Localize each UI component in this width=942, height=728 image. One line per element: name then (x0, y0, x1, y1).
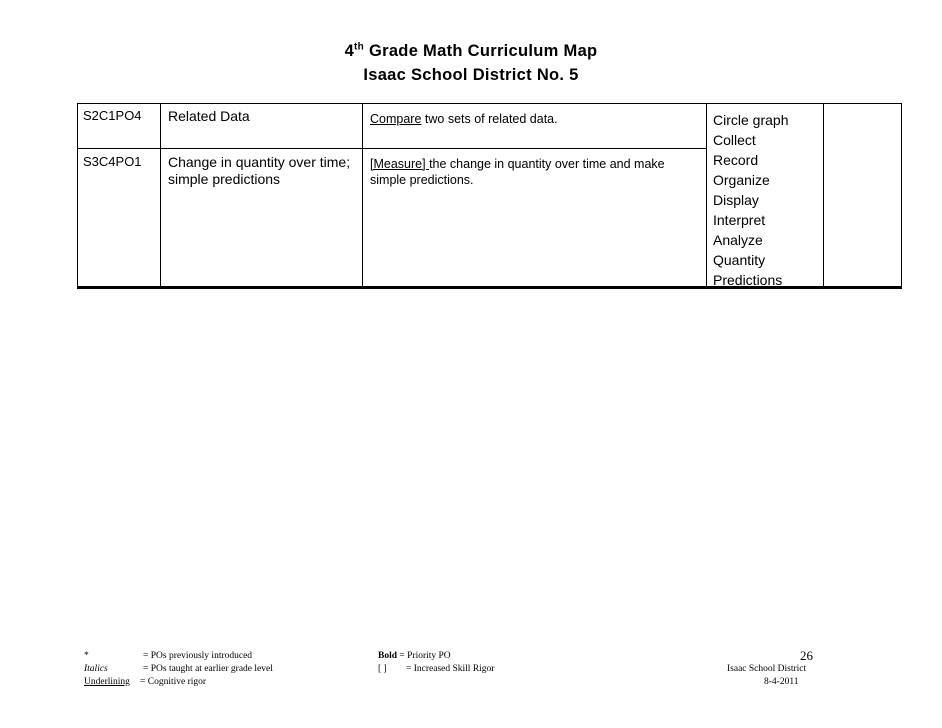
district-name: Isaac School District (727, 664, 807, 674)
legend-symbol: * (84, 651, 89, 661)
legend-meaning: = POs taught at earlier grade level (143, 664, 273, 674)
legend-bracket-symbol: [ ] (378, 664, 387, 674)
topic-label: Change in quantity over time; simple predictions (168, 154, 351, 187)
legend-symbol: Underlining (84, 677, 130, 687)
legend-priority: Bold = Priority PO (378, 651, 451, 661)
vocabulary-item: Record (713, 152, 759, 168)
vocabulary-item: Predictions (713, 272, 783, 288)
vocabulary-item: Analyze (713, 232, 763, 248)
page-subtitle: Isaac School District No. 5 (363, 66, 579, 84)
vocabulary-item: Organize (713, 172, 770, 188)
standard-code: S3C4PO1 (83, 154, 142, 169)
vocabulary-item: Display (713, 192, 759, 208)
legend-meaning: = POs previously introduced (143, 651, 253, 661)
vocabulary-item: Interpret (713, 212, 766, 228)
page-number: 26 (800, 648, 813, 663)
vocabulary-item: Collect (713, 132, 756, 148)
vocabulary-item: Circle graph (713, 112, 789, 128)
topic-label: Related Data (168, 108, 250, 124)
standard-code: S2C1PO4 (83, 108, 142, 123)
revision-date: 8-4-2011 (764, 677, 799, 687)
title-superscript: th (354, 41, 365, 53)
page-title: 4th Grade Math Curriculum Map (344, 41, 598, 60)
legend-symbol: Italics (84, 664, 108, 674)
legend-bracket-meaning: = Increased Skill Rigor (406, 664, 495, 674)
objective-text: Compare two sets of related data. (370, 112, 558, 126)
curriculum-table (77, 103, 902, 288)
legend-meaning: = Cognitive rigor (140, 677, 207, 687)
vocabulary-list (713, 110, 788, 290)
cognitive-verb: [Measure] (370, 157, 430, 171)
vocabulary-item: Quantity (713, 252, 766, 268)
cognitive-verb: Compare (370, 112, 422, 126)
objective-text: [Measure] the change in quantity over time and make simple predictions. (370, 157, 665, 187)
